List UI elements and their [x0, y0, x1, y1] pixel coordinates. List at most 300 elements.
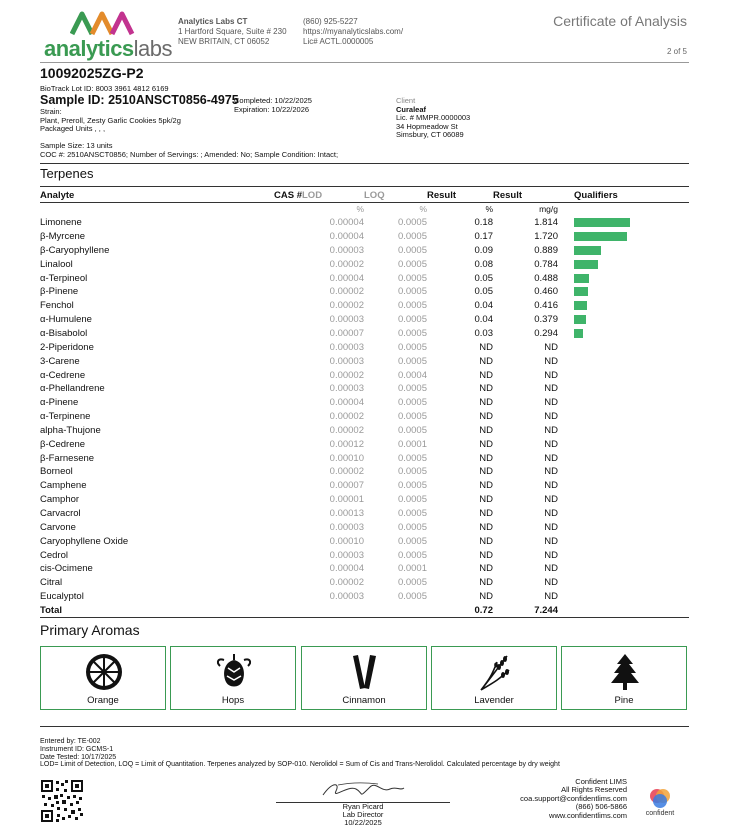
lod-cell: 0.00003 [329, 341, 364, 353]
hops-icon [214, 652, 254, 692]
loq-cell: 0.0005 [397, 328, 427, 340]
lod-cell: 0.00007 [329, 480, 364, 492]
aroma-label-hops: Hops [221, 695, 245, 706]
aroma-label-pine: Pine [614, 695, 634, 706]
result-pct-cell: ND [479, 577, 493, 589]
header-divider [40, 62, 689, 63]
loq-cell: 0.0004 [397, 369, 427, 381]
analyte-cell: Borneol [40, 466, 73, 478]
loq-cell: 0.0005 [397, 300, 427, 312]
table-row [40, 230, 689, 244]
lavender-icon [475, 652, 515, 692]
confident-logo-icon [648, 786, 672, 810]
loq-cell: 0.0001 [397, 438, 427, 450]
table-row [40, 327, 689, 341]
qr-code[interactable] [40, 779, 84, 823]
lod-cell: 0.00003 [329, 355, 364, 367]
cas-cell [272, 368, 302, 382]
cas-cell [272, 479, 302, 493]
lod-cell: 0.00002 [329, 577, 364, 589]
terpenes-table [40, 190, 689, 617]
lod-cell: 0.00003 [329, 244, 364, 256]
result-bar [574, 246, 601, 255]
loq-cell: 0.0005 [397, 411, 427, 423]
qualifier-cell [558, 285, 689, 299]
table-row [40, 507, 689, 521]
client-label: Client [396, 96, 416, 105]
table-row [40, 216, 689, 230]
loq-cell: 0.0005 [397, 217, 427, 229]
total-mg: 7.244 [534, 604, 558, 616]
cas-cell [272, 299, 302, 313]
lims-name: Confident LIMS [575, 777, 627, 786]
confident-brand: confident [645, 810, 675, 817]
analyte-cell: 3-Carene [40, 355, 80, 367]
cas-cell [272, 327, 302, 341]
result-mg-cell: ND [544, 383, 558, 395]
unit-result-pct: % [485, 204, 493, 215]
loq-cell: 0.0005 [397, 535, 427, 547]
result-mg-cell: 1.720 [534, 231, 558, 243]
analyte-cell: Caryophyllene Oxide [40, 535, 129, 547]
analyte-cell: Camphor [40, 494, 80, 506]
result-mg-cell: ND [544, 466, 558, 478]
qualifier-cell [558, 479, 689, 493]
result-bar [574, 301, 587, 310]
qualifier-cell [558, 507, 689, 521]
lab-contact-block [303, 17, 403, 47]
completed-date: Completed: 10/22/2025 [234, 96, 312, 105]
qualifier-cell [558, 534, 689, 548]
result-mg-cell: 0.784 [534, 258, 558, 270]
client-block [396, 97, 470, 140]
biotrack-lot-id: BioTrack Lot ID: 8003 3961 4812 6169 [40, 84, 169, 93]
qualifier-cell [558, 424, 689, 438]
table-row [40, 244, 689, 258]
signature-image [318, 779, 408, 801]
result-pct-cell: ND [479, 452, 493, 464]
analyte-cell: α-Cedrene [40, 369, 86, 381]
client-address2: Simsbury, CT 06089 [396, 130, 464, 140]
result-pct-cell: ND [479, 369, 493, 381]
table-row [40, 424, 689, 438]
cas-cell [272, 244, 302, 258]
client-address1: 34 Hopmeadow St [396, 121, 458, 131]
result-mg-cell: ND [544, 494, 558, 506]
aroma-label-orange: Orange [87, 695, 119, 706]
loq-cell: 0.0005 [397, 466, 427, 478]
table-row [40, 562, 689, 576]
result-pct-cell: 0.18 [474, 217, 493, 229]
result-pct-cell: ND [479, 494, 493, 506]
loq-cell: 0.0005 [397, 507, 427, 519]
result-mg-cell: ND [544, 369, 558, 381]
lod-cell: 0.00004 [329, 397, 364, 409]
result-pct-cell: ND [479, 438, 493, 450]
qualifier-cell [558, 327, 689, 341]
analyte-cell: β-Caryophyllene [40, 244, 110, 256]
loq-cell: 0.0005 [397, 452, 427, 464]
lab-phone: (860) 925-5227 [303, 17, 358, 26]
result-pct-cell: ND [479, 466, 493, 478]
qualifier-cell [558, 437, 689, 451]
qualifier-cell [558, 299, 689, 313]
loq-cell: 0.0005 [397, 231, 427, 243]
footer-divider [40, 726, 689, 727]
analyte-cell: alpha-Thujone [40, 424, 101, 436]
lod-cell: 0.00013 [329, 507, 364, 519]
section-divider-aromas [40, 617, 689, 618]
qualifier-cell [558, 451, 689, 465]
lod-cell: 0.00003 [329, 549, 364, 561]
result-mg-cell: ND [544, 521, 558, 533]
table-row [40, 396, 689, 410]
analyte-cell: α-Terpineol [40, 272, 88, 284]
aroma-label-lavender: Lavender [474, 695, 514, 706]
analyte-cell: β-Cedrene [40, 438, 86, 450]
result-pct-cell: 0.04 [474, 314, 493, 326]
cas-cell [272, 410, 302, 424]
sample-size-block [40, 142, 338, 159]
sample-dates [234, 97, 312, 114]
lab-logo [44, 10, 173, 62]
qualifier-cell [558, 382, 689, 396]
table-row [40, 465, 689, 479]
lab-website[interactable]: https://myanalyticslabs.com/ [303, 27, 404, 36]
cas-cell [272, 285, 302, 299]
result-pct-cell: ND [479, 397, 493, 409]
analyte-cell: Limonene [40, 217, 82, 229]
pine-tree-icon [605, 652, 645, 692]
table-row [40, 354, 689, 368]
signer-title: Lab Director [342, 810, 384, 819]
table-row [40, 271, 689, 285]
aroma-card-orange [40, 646, 166, 710]
table-header-row [40, 190, 689, 202]
total-row [40, 603, 689, 617]
date-tested: Date Tested: 10/17/2025 [40, 753, 117, 761]
result-mg-cell: ND [544, 563, 558, 575]
batch-id: 10092025ZG-P2 [40, 65, 144, 81]
analyte-cell: Eucalyptol [40, 591, 84, 603]
lod-cell: 0.00003 [329, 383, 364, 395]
result-mg-cell: ND [544, 577, 558, 589]
qualifier-cell [558, 244, 689, 258]
cas-cell [272, 507, 302, 521]
qualifier-cell [558, 576, 689, 590]
qr-code-icon [40, 779, 84, 823]
instrument-id: Instrument ID: GCMS-1 [40, 745, 114, 753]
lab-logo-mark-icon [70, 10, 140, 36]
result-bar [574, 315, 586, 324]
cas-cell [272, 216, 302, 230]
analyte-cell: Carvone [40, 521, 76, 533]
table-row [40, 534, 689, 548]
lod-cell: 0.00002 [329, 466, 364, 478]
sample-id: Sample ID: 2510ANSCT0856-4975 [40, 93, 239, 107]
lod-cell: 0.00004 [329, 272, 364, 284]
document-title: Certificate of Analysis [553, 13, 687, 29]
aroma-card-pine [561, 646, 687, 710]
lod-cell: 0.00010 [329, 535, 364, 547]
analyte-cell: α-Phellandrene [40, 383, 105, 395]
lod-cell: 0.00004 [329, 217, 364, 229]
loq-cell: 0.0005 [397, 549, 427, 561]
result-mg-cell: ND [544, 341, 558, 353]
sample-strain: Strain: [40, 107, 62, 116]
table-row [40, 520, 689, 534]
table-row [40, 368, 689, 382]
analyte-cell: β-Pinene [40, 286, 79, 298]
qualifier-cell [558, 230, 689, 244]
cas-cell [272, 534, 302, 548]
result-mg-cell: ND [544, 411, 558, 423]
lod-cell: 0.00002 [329, 424, 364, 436]
result-pct-cell: ND [479, 549, 493, 561]
unit-lod: % [356, 204, 364, 215]
signer-name: Ryan Picard [342, 802, 384, 811]
result-pct-cell: 0.09 [474, 244, 493, 256]
result-pct-cell: ND [479, 341, 493, 353]
lod-cell: 0.00002 [329, 258, 364, 270]
header-qualifiers: Qualifiers [574, 190, 618, 202]
lims-info [520, 778, 627, 820]
aromas-title: Primary Aromas [40, 622, 140, 638]
lab-license: Lic# ACTL.0000005 [303, 37, 374, 46]
result-bar [574, 274, 589, 283]
unit-loq: % [419, 204, 427, 215]
result-mg-cell: ND [544, 397, 558, 409]
analyte-cell: 2-Piperidone [40, 341, 94, 353]
qualifier-cell [558, 340, 689, 354]
analyte-cell: β-Myrcene [40, 231, 86, 243]
header-analyte: Analyte [40, 190, 75, 202]
logo-text-analytics: analytics [44, 36, 134, 61]
result-bar [574, 232, 627, 241]
lod-cell: 0.00012 [329, 438, 364, 450]
cas-cell [272, 493, 302, 507]
lod-cell: 0.00004 [329, 563, 364, 575]
footer-notes [40, 738, 560, 769]
result-mg-cell: ND [544, 424, 558, 436]
table-row [40, 313, 689, 327]
lod-cell: 0.00003 [329, 521, 364, 533]
confident-logo [640, 786, 680, 817]
cas-cell [272, 590, 302, 604]
analyte-cell: α-Pinene [40, 397, 79, 409]
qualifier-cell [558, 562, 689, 576]
qualifier-cell [558, 368, 689, 382]
cas-cell [272, 424, 302, 438]
lab-address2: NEW BRITAIN, CT 06052 [178, 37, 270, 46]
sign-date: 10/22/2025 [344, 818, 382, 827]
result-mg-cell: ND [544, 535, 558, 547]
result-pct-cell: 0.04 [474, 300, 493, 312]
aroma-card-hops [170, 646, 296, 710]
qualifier-cell [558, 548, 689, 562]
result-mg-cell: ND [544, 355, 558, 367]
loq-cell: 0.0005 [397, 286, 427, 298]
result-mg-cell: 0.460 [534, 286, 558, 298]
loq-cell: 0.0005 [397, 341, 427, 353]
lod-cell: 0.00002 [329, 286, 364, 298]
table-row [40, 590, 689, 604]
result-mg-cell: ND [544, 452, 558, 464]
lod-cell: 0.00001 [329, 494, 364, 506]
coc-info: COC #: 2510ANSCT0856; Number of Servings: ; Amended: No; Sample Condition: Intact; [40, 149, 339, 159]
qualifier-cell [558, 271, 689, 285]
table-row [40, 410, 689, 424]
cas-cell [272, 340, 302, 354]
header-loq: LOQ [364, 190, 385, 202]
result-pct-cell: ND [479, 521, 493, 533]
loq-cell: 0.0005 [397, 314, 427, 326]
analyte-cell: Camphene [40, 480, 87, 492]
qualifier-cell [558, 493, 689, 507]
cas-cell [272, 382, 302, 396]
result-mg-cell: 0.416 [534, 300, 558, 312]
header-result-mg: Result [493, 190, 523, 202]
result-mg-cell: 0.889 [534, 244, 558, 256]
logo-text-labs: labs [133, 36, 173, 61]
loq-cell: 0.0005 [397, 424, 427, 436]
result-pct-cell: 0.03 [474, 328, 493, 340]
loq-cell: 0.0005 [397, 480, 427, 492]
qualifier-cell [558, 354, 689, 368]
result-bar [574, 260, 598, 269]
lims-phone: (866) 506-5866 [575, 802, 627, 812]
result-mg-cell: ND [544, 438, 558, 450]
result-pct-cell: ND [479, 480, 493, 492]
cas-cell [272, 271, 302, 285]
analyte-cell: α-Bisabolol [40, 328, 88, 340]
result-pct-cell: ND [479, 411, 493, 423]
qualifier-cell [558, 257, 689, 271]
lab-address-block [178, 17, 287, 47]
cas-cell [272, 520, 302, 534]
sample-product: Plant, Preroll, Zesty Garlic Cookies 5pk/2g [40, 115, 181, 125]
terpenes-table-body [40, 216, 689, 604]
cas-cell [272, 437, 302, 451]
lod-cell: 0.00007 [329, 328, 364, 340]
table-row [40, 340, 689, 354]
sample-size: Sample Size: 13 units [40, 141, 113, 150]
header-result-pct: Result [427, 190, 457, 202]
cas-cell [272, 562, 302, 576]
cas-cell [272, 396, 302, 410]
analyte-cell: Linalool [40, 258, 73, 270]
cas-cell [272, 465, 302, 479]
result-mg-cell: ND [544, 549, 558, 561]
lod-cell: 0.00002 [329, 369, 364, 381]
lod-cell: 0.00003 [329, 314, 364, 326]
cas-cell [272, 313, 302, 327]
result-pct-cell: ND [479, 355, 493, 367]
aroma-card-cinnamon [301, 646, 427, 710]
header-lod: LOD [302, 190, 323, 202]
analyte-cell: Fenchol [40, 300, 74, 312]
result-mg-cell: 0.294 [534, 328, 558, 340]
total-pct: 0.72 [474, 604, 493, 616]
lims-email[interactable]: coa.support@confidentlims.com [520, 793, 627, 803]
lab-address1: 1 Hartford Square, Suite # 230 [178, 27, 287, 36]
cas-cell [272, 354, 302, 368]
loq-cell: 0.0005 [397, 521, 427, 533]
table-row [40, 437, 689, 451]
analyte-cell: cis-Ocimene [40, 563, 93, 575]
client-license: Lic. # MMPR.0000003 [396, 113, 471, 123]
lod-cell: 0.00010 [329, 452, 364, 464]
result-pct-cell: ND [479, 507, 493, 519]
lod-cell: 0.00002 [329, 411, 364, 423]
loq-cell: 0.0005 [397, 591, 427, 603]
loq-cell: 0.0001 [397, 563, 427, 575]
analyte-cell: β-Farnesene [40, 452, 95, 464]
sample-packaged: Packaged Units , , , [40, 124, 106, 134]
entered-by: Entered by: TE-002 [40, 738, 101, 745]
lod-cell: 0.00003 [329, 591, 364, 603]
table-row [40, 382, 689, 396]
lod-cell: 0.00002 [329, 300, 364, 312]
result-bar [574, 218, 630, 227]
result-pct-cell: 0.17 [474, 231, 493, 243]
result-pct-cell: ND [479, 535, 493, 547]
loq-cell: 0.0005 [397, 577, 427, 589]
table-row [40, 299, 689, 313]
cas-cell [272, 576, 302, 590]
section-divider-terpenes [40, 163, 689, 164]
cas-cell [272, 451, 302, 465]
lod-cell: 0.00004 [329, 231, 364, 243]
result-mg-cell: ND [544, 507, 558, 519]
loq-cell: 0.0005 [397, 258, 427, 270]
loq-cell: 0.0005 [397, 397, 427, 409]
table-row [40, 548, 689, 562]
cinnamon-icon [345, 652, 385, 692]
qualifier-cell [558, 396, 689, 410]
table-row [40, 285, 689, 299]
result-pct-cell: 0.08 [474, 258, 493, 270]
result-bar [574, 287, 588, 296]
header-cas: CAS # [274, 190, 302, 202]
loq-cell: 0.0005 [397, 383, 427, 395]
qualifier-cell [558, 410, 689, 424]
result-bar [574, 329, 583, 338]
result-pct-cell: ND [479, 383, 493, 395]
total-label: Total [40, 604, 62, 616]
page-number: 2 of 5 [666, 47, 687, 56]
result-pct-cell: ND [479, 424, 493, 436]
table-row [40, 257, 689, 271]
analyte-cell: Carvacrol [40, 507, 81, 519]
lims-rights: All Rights Reserved [561, 785, 627, 795]
lims-website[interactable]: www.confidentlims.com [549, 810, 627, 820]
cas-cell [272, 548, 302, 562]
table-row [40, 576, 689, 590]
result-pct-cell: 0.05 [474, 272, 493, 284]
qualifier-cell [558, 465, 689, 479]
terpenes-title-underline [40, 186, 689, 187]
table-row [40, 493, 689, 507]
signature-block [276, 779, 450, 827]
analyte-cell: α-Terpinene [40, 411, 91, 423]
table-row [40, 451, 689, 465]
unit-result-mg: mg/g [539, 204, 558, 215]
result-mg-cell: 0.379 [534, 314, 558, 326]
orange-slice-icon [84, 652, 124, 692]
result-pct-cell: 0.05 [474, 286, 493, 298]
aroma-label-cinnamon: Cinnamon [342, 695, 386, 706]
